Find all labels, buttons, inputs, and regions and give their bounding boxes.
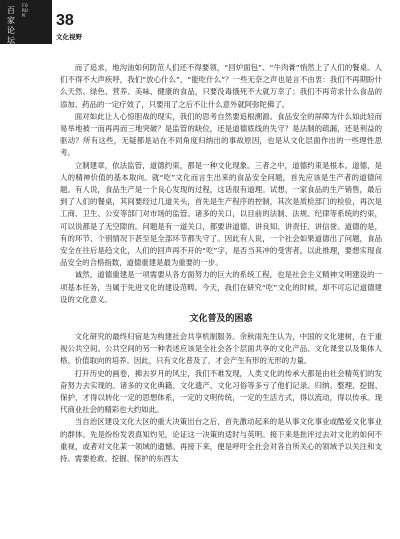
paragraph: 而了追求，地沟油如何防范人们还不得要领，“回炉面包”、“牛肉膏”悄然上了人们的餐桌。人们不得不大声疾呼，我们“放心什么”，“能吃什么”？一些无奈之声也是言不由衷：我们不再期盼什么天然、绿色、营养、美味、健康的食品，只要没毒饿死不大就万幸了；我们不再苛求什么食品的添加、药品的一定疗效了，只要用了之后不让什么意外就阿弥陀佛了。 xyxy=(60,63,382,109)
subheading: 文化普及的困惑 xyxy=(189,314,253,325)
paragraph: 立制建章，依法监管，道德约束，都是一种文化现象。三者之中，道德约束是根本。道德，是人的精神价值的基本取向。就“吃”文化而言生出来的食品安全问题，首先应该是生产者的道德问题。有人说，食品生产是一个良心发现的过程，这话很有道理。试想，一家食品的生产销售，最后到了人们的餐桌，其间要经过几道关头，首先是生产程序的控制，其次是质检部门的检验，再次是工商、卫生、公安等部门对市场的监管。诸多的关口，以目前的法制、法规、纪律等系统的约束，可以说都是了无空隙的。问题是有一道关口，都要讲道德、讲良知、讲责任、讲信誉。道德的是，有的环节、个别情况下甚至是全部环节都失守了。因此有人说，一个社会如果道德出了问题，食品安全在往后是趋文化，人们的回声再不开的“吃”字，是否当其冲的受害者。以此推理，要想实现食品安全的合格指数，道德重建是最为重要的一步。 xyxy=(60,160,382,268)
paragraph: 打开历史的画卷，拂去岁月的风尘，我们不难发现，人类文化的传承大都是由社会精英们的发奋努力去实现的。诸多的文化典籍、文化遗产、文化习俗等多亏了他们记录、归纳、整理、挖掘、保护，才得以转化一定的思想体系，一定的文明传统，一定的生活方式，得以流动，得以传承。现代商业社会的精彩也大约如此。 xyxy=(60,368,382,415)
paragraph: 文化研究的最终归宿是为构建社会共享机制服务。余秋雨先生认为，中国的文化建树，在于重视公共空间。公共空间的另一种表述应该是全社会各个层面共享的文化产品、文化课堂以及集体人格、价值取向的培养。因此，只有文化普及了，才会产生有形的无形的力量。 xyxy=(60,332,382,366)
paragraph: 面对如此让人心惊胆战的现实，我们的思考自然要追根溯源。食品安全的屏障为什么如此轻而易举地被一而再再而三地突破？是监管的缺位，还是道德底线的失守？是法制的疏漏，还是利益的驱动？所有这些，无疑都是站在不同角度归纳出的事故原因，也是从文化层面作出的一些理性思考。 xyxy=(60,111,382,158)
section-tab-label: 百家论坛 xyxy=(7,6,15,45)
page-number: 38 xyxy=(56,12,74,29)
section-tab-sublabel: FORUM xyxy=(22,4,29,20)
article-body xyxy=(60,62,382,465)
section-title: 文化视野 xyxy=(56,33,82,41)
paragraph: 当自治区建设文化大区的重大决策出台之后，首先激动起来的是从事文化事业或酷爱文化事业的群体。先是纷纷发表真知灼见，论证这一决策的适时与英明。接下来是批评过去对文化的如何不重视，或者对文化某一领域的遗憾。再接下来，便是呼吁全社会对各自所关心的领域予以关注和支持。需要抢救、挖掘、保护的东西太 xyxy=(60,417,382,464)
section-tab xyxy=(0,0,52,44)
paragraph: 诚然，道德重建是一项需要从各方面努力的巨大的系统工程，也是社会主义精神文明建设的一项基本任务，当属于先进文化的建设范畴。今天，我们在研究“吃”文化的时候，却不可忘记道德建设的文化意义。 xyxy=(60,270,382,304)
